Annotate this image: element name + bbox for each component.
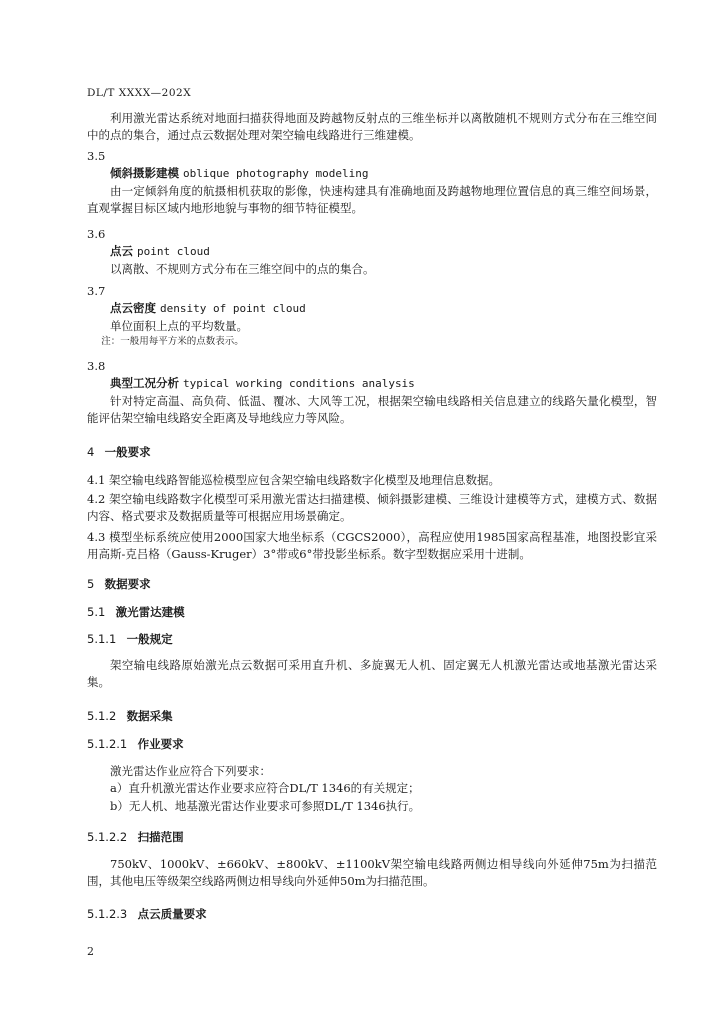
body-text: 750kV、1000kV、±660kV、±800kV、±1100kV架空输电线路两侧边相导线向外延伸75m为扫描范围，其他电压等级架空线路两侧边相导线向外延伸50m为扫描范围。 xyxy=(87,857,657,889)
heading-title: 作业要求 xyxy=(137,737,184,751)
subsection-heading xyxy=(87,631,657,648)
heading-title: 点云质量要求 xyxy=(137,907,207,921)
section-3-8 xyxy=(87,358,657,427)
section-4-3 xyxy=(87,529,657,564)
subsection-heading xyxy=(87,906,657,923)
body-text: 激光雷达作业应符合下列要求： xyxy=(110,764,271,778)
term-zh: 倾斜摄影建模 xyxy=(110,166,179,181)
subsection-heading xyxy=(87,708,657,725)
term-definition: 由一定倾斜角度的航摄相机获取的影像，快速构建具有准确地面及跨越物地理位置信息的真三维空间场景，直观掌握目标区域内地形地貌与事物的细节特征模型。 xyxy=(87,183,657,215)
section-3-6 xyxy=(87,226,657,278)
heading-number: 4 xyxy=(87,445,95,459)
list-item-a: a）直升机激光雷达作业要求应符合DL/T 1346的有关规定； xyxy=(110,781,420,796)
term-definition: 针对特定高温、高负荷、低温、覆冰、大风等工况，根据架空输电线路相关信息建立的线路矢量化模型，智能评估架空输电线路安全距离及导地线应力等风险。 xyxy=(87,393,657,425)
chapter-heading xyxy=(87,444,657,461)
term-en: oblique photography modeling xyxy=(183,167,369,181)
term-title xyxy=(87,375,657,393)
term-zh: 典型工况分析 xyxy=(110,376,179,391)
term-definition: 以离散、不规则方式分布在三维空间中的点的集合。 xyxy=(110,261,375,276)
term-title xyxy=(87,243,657,261)
section-3-5 xyxy=(87,148,657,217)
heading-number: 5.1.2.3 xyxy=(87,907,128,921)
term-title xyxy=(87,165,657,183)
clause-text: 4.2 架空输电线路数字化模型可采用激光雷达扫描建模、倾斜摄影建模、三维设计建模等方式，建模方式、数据内容、格式要求及数据质量等可根据应用场景确定。 xyxy=(87,492,657,524)
section-4-2 xyxy=(87,491,657,526)
document-header: DL/T XXXX—202X xyxy=(87,87,192,99)
heading-number: 5.1.2 xyxy=(87,709,117,723)
section-4-heading xyxy=(87,444,657,461)
section-5-1-2-3-heading xyxy=(87,906,657,923)
heading-number: 5 xyxy=(87,577,95,591)
heading-number: 5.1 xyxy=(87,605,106,619)
chapter-heading xyxy=(87,576,657,593)
clause-text: 4.1 架空输电线路智能巡检模型应包含架空输电线路数字化模型及地理信息数据。 xyxy=(87,473,500,487)
heading-title: 数据采集 xyxy=(126,709,173,723)
clause-number: 3.8 xyxy=(87,359,106,373)
subsection-heading xyxy=(87,736,657,753)
term-title xyxy=(87,300,657,318)
heading-number: 5.1.2.1 xyxy=(87,737,128,751)
clause-number: 3.7 xyxy=(87,284,106,298)
section-5-1-1-body xyxy=(87,657,657,692)
section-5-1-2-2-heading xyxy=(87,829,657,846)
section-5-1-1-heading xyxy=(87,631,657,648)
list-item-b: b）无人机、地基激光雷达作业要求可参照DL/T 1346执行。 xyxy=(110,798,421,813)
intro-paragraph xyxy=(87,110,657,145)
heading-title: 一般规定 xyxy=(126,632,173,646)
heading-title: 数据要求 xyxy=(104,577,151,591)
term-en: density of point cloud xyxy=(160,302,306,316)
section-5-1-2-1-body xyxy=(87,763,657,815)
heading-title: 扫描范围 xyxy=(137,830,184,844)
term-note: 注：一般用每平方米的点数表示。 xyxy=(101,336,244,347)
section-5-heading xyxy=(87,576,657,593)
heading-number: 5.1.2.2 xyxy=(87,830,128,844)
heading-title: 一般要求 xyxy=(104,445,151,459)
intro-text: 利用激光雷达系统对地面扫描获得地面及跨越物反射点的三维坐标并以离散随机不规则方式分布在三维空间中的点的集合，通过点云数据处理对架空输电线路进行三维建模。 xyxy=(87,111,657,143)
section-heading xyxy=(87,604,657,621)
clause-number: 3.6 xyxy=(87,227,106,241)
section-5-1-2-2-body xyxy=(87,856,657,891)
section-5-1-heading xyxy=(87,604,657,621)
subsection-heading xyxy=(87,829,657,846)
term-definition: 单位面积上点的平均数量。 xyxy=(110,318,248,333)
section-4-1 xyxy=(87,472,657,489)
section-3-7 xyxy=(87,283,657,349)
heading-title: 激光雷达建模 xyxy=(115,605,185,619)
clause-text: 4.3 模型坐标系统应使用2000国家大地坐标系（CGCS2000），高程应使用1985国家高程基准，地图投影宜采用高斯-克吕格（Gauss-Kruger）3°带或6°带投影坐标系。数字型数据应采用十进制。 xyxy=(87,530,657,562)
clause-number: 3.5 xyxy=(87,149,106,163)
term-zh: 点云 xyxy=(110,244,133,259)
term-en: point cloud xyxy=(137,245,210,259)
heading-number: 5.1.1 xyxy=(87,632,117,646)
body-text: 架空输电线路原始激光点云数据可采用直升机、多旋翼无人机、固定翼无人机激光雷达或地基激光雷达采集。 xyxy=(87,658,657,690)
term-en: typical working conditions analysis xyxy=(183,377,415,391)
section-5-1-2-1-heading xyxy=(87,736,657,753)
term-zh: 点云密度 xyxy=(110,301,156,316)
section-5-1-2-heading xyxy=(87,708,657,725)
page-number: 2 xyxy=(87,945,94,958)
